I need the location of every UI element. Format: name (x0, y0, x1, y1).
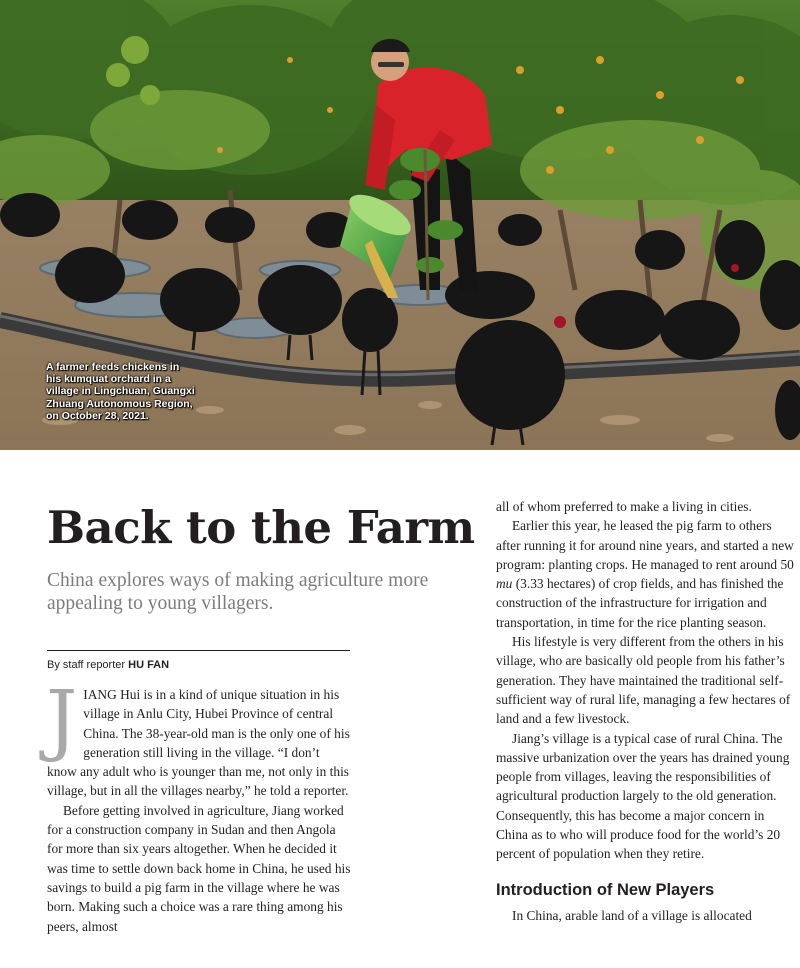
article-title: Back to the Farm (47, 501, 475, 554)
byline-prefix: By staff reporter (47, 659, 126, 671)
paragraph-1-text: IANG Hui is in a kind of unique situation in his village in Anlu City, Hubei Province of central China. The 38-year-old man is the only one of his generation still living in the village. “I don’t know any adult who is younger than me, not only in this village, but in all the villages nearby,” he told a reporter. (47, 687, 350, 799)
header-divider (47, 650, 350, 651)
paragraph-2: Before getting involved in agriculture, Jiang worked for a construction company in Sudan and then Angola for more than six years altogether. When he decided it was time to settle down back home in China, he used his savings to build a pig farm in the village where he was born. Making such a choice was a rare thing among his peers, almost (47, 802, 351, 934)
byline (47, 658, 169, 672)
byline-author: HU FAN (128, 659, 170, 671)
paragraph-3 (496, 516, 796, 632)
hero-photo (0, 0, 800, 450)
article-column-1 (46, 675, 351, 936)
article-subtitle: China explores ways of making agriculture more appealing to young villagers. (47, 570, 429, 614)
paragraph-3-part-a: Earlier this year, he leased the pig farm to others after running it for around nine years, and started a new program: planting crops. He managed to rent around 50 (496, 518, 794, 572)
paragraph-2-continued: all of whom preferred to make a living in cities. (496, 499, 752, 514)
photo-caption: A farmer feeds chickens in his kumquat orchard in a village in Lingchuan, Guangxi Zhuang Autonomous Region, on October 28, 2021. (46, 361, 195, 422)
drop-cap: J (46, 675, 78, 765)
article-column-2 (496, 497, 796, 925)
section-subheading: Introduction of New Players (496, 880, 715, 899)
paragraph-3-part-b: (3.33 hectares) of crop fields, and has finished the construction of the infrastructure for irrigation and transportation, in time for the rice planting season. (496, 576, 784, 630)
paragraph-4: His lifestyle is very different from the others in his village, who are basically old people from his father’s generation. They have maintained the traditional self-sufficient way of rural life, managing a few hectares of land and a few livestock. (496, 634, 791, 727)
paragraph-6: In China, arable land of a village is allocated (512, 907, 752, 923)
paragraph-1 (46, 675, 351, 801)
paragraph-5: Jiang’s village is a typical case of rural China. The massive urbanization over the years has drained young people from villages, leaving the responsibilities of agricultural production largely to the old generation. Consequently, this has become a major concern in China as to who will produce food for the world’s 20 percent of population when they retire. (496, 730, 790, 862)
unit-mu: mu (496, 576, 513, 592)
